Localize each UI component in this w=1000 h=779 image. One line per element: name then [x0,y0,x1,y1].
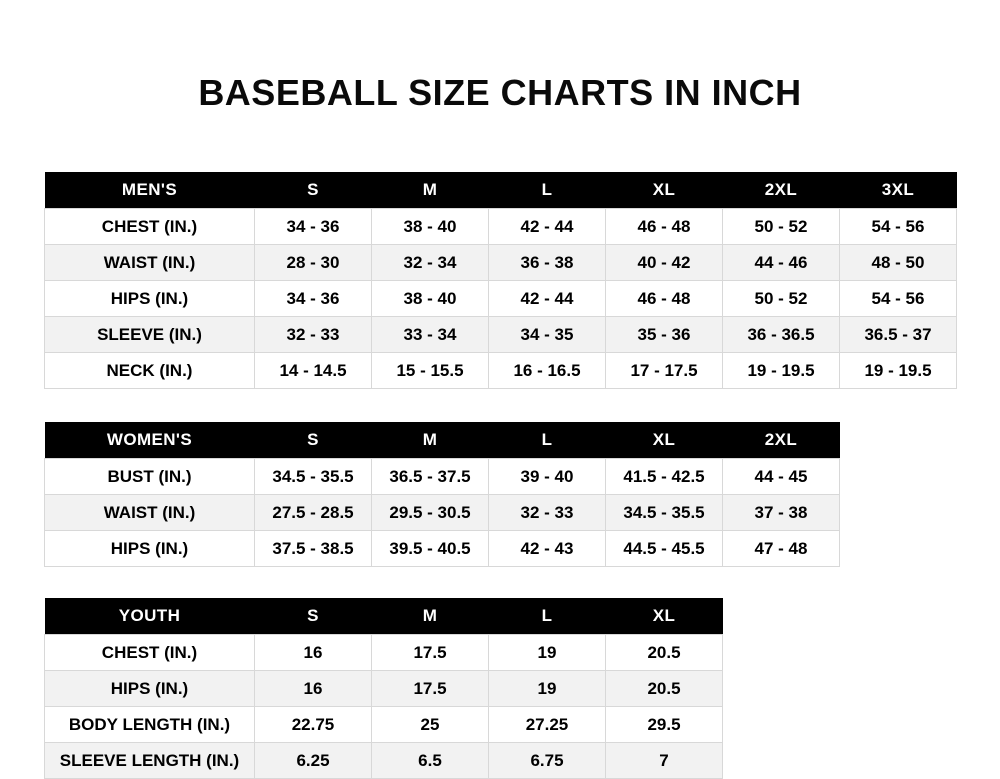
table-cell: 42 - 44 [489,281,606,317]
table-cell: 32 - 33 [255,317,372,353]
table-cell: 28 - 30 [255,245,372,281]
column-header: XL [606,172,723,209]
column-header: 3XL [840,172,957,209]
table-spacer [44,567,956,598]
table-cell: 16 [255,671,372,707]
column-header: M [372,172,489,209]
table-cell: 46 - 48 [606,209,723,245]
table-cell: 32 - 34 [372,245,489,281]
youth-table-title: YOUTH [45,598,255,635]
table-cell: 41.5 - 42.5 [606,459,723,495]
table-header-row [45,422,840,459]
table-cell: 34.5 - 35.5 [606,495,723,531]
row-label: CHEST (IN.) [45,209,255,245]
column-header: L [489,172,606,209]
column-header: S [255,422,372,459]
table-cell: 20.5 [606,671,723,707]
table-cell: 40 - 42 [606,245,723,281]
table-cell: 17 - 17.5 [606,353,723,389]
table-cell: 54 - 56 [840,209,957,245]
table-row [45,743,723,779]
table-cell: 7 [606,743,723,779]
column-header: M [372,598,489,635]
table-cell: 47 - 48 [723,531,840,567]
row-label: HIPS (IN.) [45,281,255,317]
row-label: WAIST (IN.) [45,495,255,531]
column-header: L [489,422,606,459]
womens-table-header [45,422,840,459]
table-cell: 33 - 34 [372,317,489,353]
table-cell: 44.5 - 45.5 [606,531,723,567]
table-cell: 48 - 50 [840,245,957,281]
mens-table-header [45,172,957,209]
table-cell: 25 [372,707,489,743]
youth-table-body [45,635,723,779]
youth-table-header [45,598,723,635]
table-cell: 15 - 15.5 [372,353,489,389]
mens-table-title: MEN'S [45,172,255,209]
womens-table-title: WOMEN'S [45,422,255,459]
table-row [45,281,957,317]
table-cell: 34.5 - 35.5 [255,459,372,495]
table-row [45,209,957,245]
column-header: 2XL [723,422,840,459]
table-cell: 27.5 - 28.5 [255,495,372,531]
table-cell: 39 - 40 [489,459,606,495]
table-cell: 37 - 38 [723,495,840,531]
table-cell: 6.5 [372,743,489,779]
table-cell: 50 - 52 [723,209,840,245]
table-cell: 34 - 35 [489,317,606,353]
table-cell: 46 - 48 [606,281,723,317]
table-row [45,707,723,743]
column-header: S [255,598,372,635]
table-cell: 6.75 [489,743,606,779]
table-cell: 34 - 36 [255,281,372,317]
table-cell: 19 [489,671,606,707]
table-cell: 50 - 52 [723,281,840,317]
table-cell: 17.5 [372,671,489,707]
row-label: SLEEVE (IN.) [45,317,255,353]
size-tables-container [0,172,1000,779]
table-header-row [45,598,723,635]
table-cell: 38 - 40 [372,209,489,245]
column-header: 2XL [723,172,840,209]
table-cell: 36 - 36.5 [723,317,840,353]
table-cell: 20.5 [606,635,723,671]
row-label: WAIST (IN.) [45,245,255,281]
table-cell: 42 - 44 [489,209,606,245]
table-row [45,317,957,353]
table-header-row [45,172,957,209]
table-cell: 34 - 36 [255,209,372,245]
table-cell: 38 - 40 [372,281,489,317]
row-label: BODY LENGTH (IN.) [45,707,255,743]
table-cell: 36.5 - 37 [840,317,957,353]
womens-size-table [44,422,840,567]
table-cell: 44 - 46 [723,245,840,281]
table-cell: 16 [255,635,372,671]
table-cell: 22.75 [255,707,372,743]
row-label: BUST (IN.) [45,459,255,495]
table-cell: 36.5 - 37.5 [372,459,489,495]
table-cell: 37.5 - 38.5 [255,531,372,567]
column-header: XL [606,422,723,459]
table-cell: 44 - 45 [723,459,840,495]
table-row [45,531,840,567]
row-label: HIPS (IN.) [45,671,255,707]
womens-table-body [45,459,840,567]
table-cell: 16 - 16.5 [489,353,606,389]
table-row [45,459,840,495]
table-cell: 39.5 - 40.5 [372,531,489,567]
table-cell: 35 - 36 [606,317,723,353]
table-row [45,353,957,389]
table-cell: 6.25 [255,743,372,779]
table-cell: 29.5 [606,707,723,743]
table-cell: 19 [489,635,606,671]
mens-table-body [45,209,957,389]
table-spacer [44,389,956,422]
column-header: L [489,598,606,635]
row-label: NECK (IN.) [45,353,255,389]
table-cell: 27.25 [489,707,606,743]
table-row [45,635,723,671]
row-label: SLEEVE LENGTH (IN.) [45,743,255,779]
mens-size-table [44,172,957,389]
column-header: M [372,422,489,459]
table-cell: 19 - 19.5 [723,353,840,389]
table-cell: 42 - 43 [489,531,606,567]
table-row [45,671,723,707]
column-header: S [255,172,372,209]
table-cell: 29.5 - 30.5 [372,495,489,531]
column-header: XL [606,598,723,635]
table-cell: 19 - 19.5 [840,353,957,389]
table-cell: 36 - 38 [489,245,606,281]
table-cell: 32 - 33 [489,495,606,531]
table-row [45,495,840,531]
row-label: HIPS (IN.) [45,531,255,567]
page-title: BASEBALL SIZE CHARTS IN INCH [198,72,802,113]
table-cell: 54 - 56 [840,281,957,317]
table-cell: 17.5 [372,635,489,671]
table-cell: 14 - 14.5 [255,353,372,389]
table-row [45,245,957,281]
row-label: CHEST (IN.) [45,635,255,671]
